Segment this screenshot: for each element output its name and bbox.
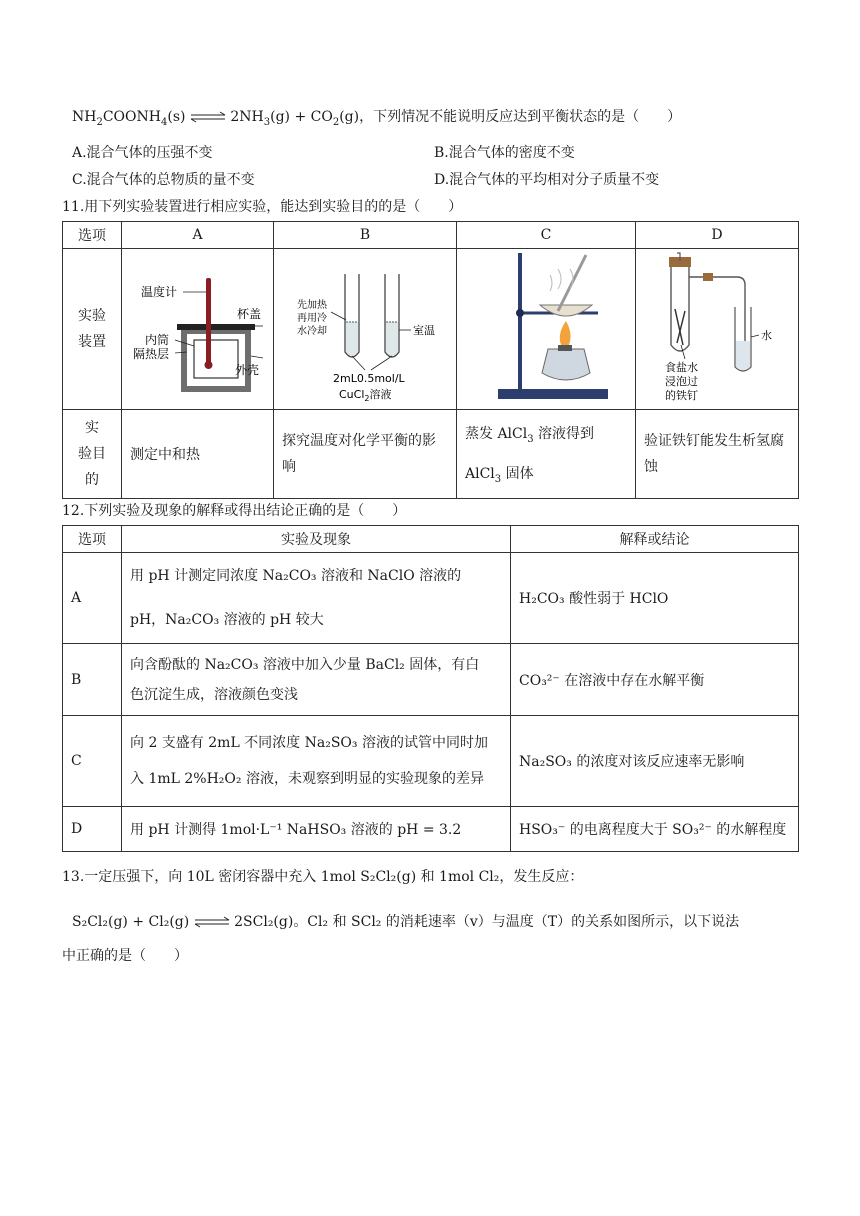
q11-purpose-b: 探究温度对化学平衡的影响	[274, 410, 457, 499]
calorimeter-diagram	[123, 252, 273, 402]
q11-header-row	[63, 222, 799, 249]
q11-purpose-a: 测定中和热	[122, 410, 274, 499]
q12-row-c-experiment: 向 2 支盛有 2mL 不同浓度 Na₂SO₃ 溶液的试管中同时加 入 1mL 2%H₂O₂ 溶液，未观察到明显的实验现象的差异	[122, 716, 511, 807]
q11-purpose-c: 蒸发 AlCl$_3$ 溶液得到 AlCl$_3$ 固体	[457, 410, 636, 499]
q12-row-d-experiment: 用 pH 计测得 1mol·L⁻¹ NaHSO₃ 溶液的 pH = 3.2	[122, 807, 511, 852]
q12-row-c-conclusion: Na₂SO₃ 的浓度对该反应速率无影响	[511, 716, 799, 807]
q12-row-a-experiment: 用 pH 计测定同浓度 Na₂CO₃ 溶液和 NaClO 溶液的 pH，Na₂CO₃ 溶液的 pH 较大	[122, 553, 511, 644]
q12-table	[62, 525, 799, 852]
evaporation-diagram	[458, 249, 634, 405]
q12-row-c-key: C	[63, 716, 122, 807]
equilibrium-arrow-icon	[190, 111, 226, 123]
inner-cup	[194, 340, 238, 378]
q11-header-a: A	[122, 222, 274, 249]
q11-table	[62, 221, 799, 499]
iron-nail-icon	[675, 309, 683, 345]
q12-row-d	[63, 807, 799, 852]
q12-row-b-experiment: 向含酚酞的 Na₂CO₃ 溶液中加入少量 BaCl₂ 固体，有白 色沉淀生成，溶液颜色变浅	[122, 644, 511, 716]
figure-b-test-tubes	[274, 249, 457, 410]
figure-a-calorimeter	[122, 249, 274, 410]
label-shell: 外壳	[234, 363, 259, 377]
q12-row-d-key: D	[63, 807, 122, 852]
label-insulation: 隔热层	[132, 347, 169, 361]
label-heat-1: 先加热	[297, 300, 327, 311]
q10-equation-line: $NH_2COONH_4(s) 2NH_3(g) + CO_2(g)$，下列情况不能说明反应达到平衡状态的是（ ）	[72, 109, 682, 128]
label-salt-1: 食盐水	[665, 361, 698, 374]
q11-header-c: C	[457, 222, 636, 249]
q10-option-a: A.混合气体的压强不变	[72, 145, 213, 161]
label-room-temp: 室温	[413, 324, 435, 337]
label-concentration: 2mL0.5mol/L	[333, 372, 405, 385]
q11-purpose-d: 验证铁钉能发生析氢腐蚀	[636, 410, 799, 499]
glass-rod-icon	[558, 255, 586, 311]
q12-header-conclusion: 解释或结论	[511, 526, 799, 553]
test-tube-icon	[671, 267, 689, 351]
label-lid: 杯盖	[236, 307, 261, 321]
lid	[177, 324, 255, 330]
q13-line-2: S₂Cl₂(g) + Cl₂(g) 2SCl₂(g)。Cl₂ 和 SCl₂ 的消耗速率（v）与温度（T）的关系如图所示，以下说法	[72, 914, 740, 930]
label-heat-2: 再用冷	[297, 313, 327, 324]
label-salt-3: 的铁钉	[665, 389, 698, 402]
label-thermometer: 温度计	[140, 285, 177, 299]
thermometer-icon	[206, 278, 211, 364]
q11-apparatus-label: 实验装置	[63, 249, 122, 410]
label-salt-2: 浸泡过	[665, 375, 698, 388]
q13-line-1: 13.一定压强下，向 10L 密闭容器中充入 1mol S₂Cl₂(g) 和 1mol Cl₂，发生反应：	[62, 869, 584, 885]
alcohol-lamp-icon	[542, 349, 590, 380]
q13-line-3: 中正确的是（ ）	[62, 948, 188, 964]
delivery-tube-icon	[689, 277, 745, 349]
q12-row-b	[63, 644, 799, 716]
q12-row-d-conclusion: HSO₃⁻ 的电离程度大于 SO₃²⁻ 的水解程度	[511, 807, 799, 852]
q11-stem: 11.用下列实验装置进行相应实验，能达到实验目的的是（ ）	[62, 199, 463, 215]
q11-purpose-label: 实 验目的	[63, 410, 122, 499]
q10-option-b: B.混合气体的密度不变	[434, 145, 575, 161]
corrosion-diagram	[637, 249, 797, 405]
q10-option-c: C.混合气体的总物质的量不变	[72, 172, 255, 188]
label-inner-cup: 内筒	[144, 333, 169, 347]
q12-row-b-key: B	[63, 644, 122, 716]
label-water: 水	[761, 329, 772, 342]
q12-row-c	[63, 716, 799, 807]
q12-header-option: 选项	[63, 526, 122, 553]
figure-d-corrosion	[636, 249, 799, 410]
q12-row-b-conclusion: CO₃²⁻ 在溶液中存在水解平衡	[511, 644, 799, 716]
q12-row-a-conclusion: H₂CO₃ 酸性弱于 HClO	[511, 553, 799, 644]
q12-header-row	[63, 526, 799, 553]
iron-stand-rod	[518, 253, 522, 393]
q12-row-a	[63, 553, 799, 644]
q12-stem: 12.下列实验及现象的解释或得出结论正确的是（ ）	[62, 503, 407, 519]
iron-stand-base	[498, 389, 608, 399]
equilibrium-arrow-icon	[194, 916, 230, 928]
q12-row-a-key: A	[63, 553, 122, 644]
q11-purpose-row	[63, 410, 799, 499]
q12-header-experiment: 实验及现象	[122, 526, 511, 553]
q11-apparatus-row	[63, 249, 799, 410]
q11-header-option: 选项	[63, 222, 122, 249]
figure-c-evaporation	[457, 249, 636, 410]
label-heat-3: 水冷却	[297, 326, 327, 337]
flame-icon	[560, 321, 571, 347]
test-tubes-diagram	[275, 252, 455, 402]
q10-option-d: D.混合气体的平均相对分子质量不变	[434, 172, 660, 188]
label-cucl2: CuCl$_2$溶液	[339, 388, 392, 402]
q11-header-d: D	[636, 222, 799, 249]
q11-header-b: B	[274, 222, 457, 249]
